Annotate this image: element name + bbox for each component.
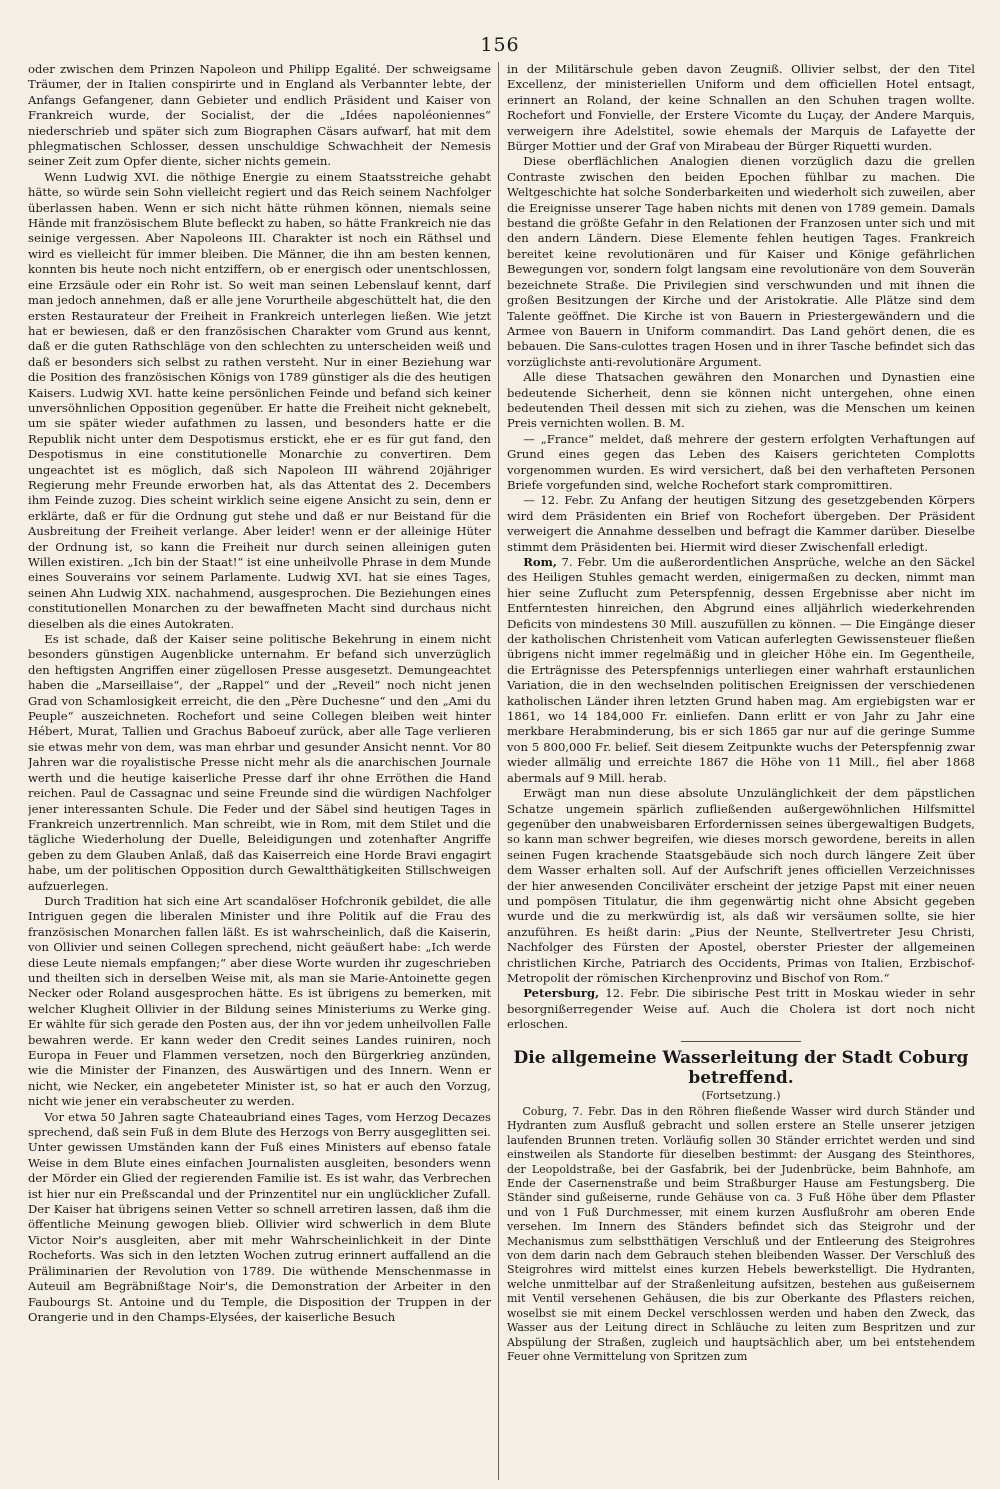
rome-report [507,555,975,786]
petersburg-dateline: Petersburg, [523,986,600,1001]
paragraph: Erwägt man nun diese absolute Unzulänglichkeit der dem päpstlichen Schatze ungemein spärlich zufließenden außergewöhnlichen Hilfsmittel gegenüber den unabweisbaren Erfordernissen seines übergewaltigen Budgets, so kann man schwer begreifen, wie dieses morsch gewordene, bereits in allen seinen Fugen krachende Staatsgebäude sich noch durch längere Zeit über dem Wasser erhalten soll. Auf der Aufschrift jenes officiellen Verzeichnisses der hier anwesenden Conciliväter erscheint der jetzige Papst mit einer neuen und pompösen Titulatur, die ihm gegenwärtig nicht ohne Absicht gegeben wurde und die zu merkwürdig ist, als daß wir versäumen sollte, sie hier anzuführen. Es heißt darin: „Pius der Neunte, Stellvertreter Jesu Christi, Nachfolger des Fürsten der Apostel, oberster Priester der allgemeinen christlichen Kirche, Patriarch des Occidents, Primas von Italien, Erzbischof-Metropolit der römischen Kirchenprovinz und Bischof von Rom.“ [507,786,975,985]
paragraph: Diese oberflächlichen Analogien dienen vorzüglich dazu die grellen Contraste zwischen den beiden Epochen fühlbar zu machen. Die Weltgeschichte hat solche Sonderbarkeiten und wiederholt sich zuweilen, aber die Ereignisse unserer Tage haben nichts mit denen von 1789 gemein. Damals bestand die größte Gefahr in den Relationen der Franzosen unter sich und mit den andern Ländern. Diese Elemente fehlen heutigen Tages. Frankreich bereitet keine revolutionären und für Kaiser und Könige gefährlichen Bewegungen vor, sondern folgt langsam eine revolutionäre von dem Souverän bezeichnete Straße. Die Privilegien sind verschwunden und mit ihnen die großen Besitzungen der Kirche und der Aristokratie. Alle Plätze sind dem Talente geöffnet. Die Kirche ist von Bauern in Priestergewändern und die Armee von Bauern in Uniform commandirt. Das Land gehört denen, die es bebauen. Die Sans-culottes tragen Hosen und in ihrer Tasche befindet sich das vorzüglichste anti-revolutionäre Argument. [507,154,975,369]
column-divider [498,62,499,1480]
paragraph: Es ist schade, daß der Kaiser seine politische Bekehrung in einem nicht besonders günstigen Augenblicke unternahm. Er befand sich unverzüglich den heftigsten Angriffen einer zügellosen Presse ausgesetzt. Demungeachtet haben die „Marseillaise“, der „Rappel“ und der „Reveil“ noch nicht jenen Grad von Schamlosigkeit erreicht, die den „Père Duchesne“ und den „Ami du Peuple“ auszeichneten. Rochefort und seine Collegen bleiben weit hinter Hébert, Murat, Tallien und Grachus Baboeuf zurück, aber alle Tage verlieren sie etwas mehr von dem, was man ehrbar und gesunder Ansicht nennt. Vor 80 Jahren war die royalistische Presse nicht mehr als die anarchischen Journale werth und die heutige kaiserliche Presse darf ihr ohne Erröthen die Hand reichen. Paul de Cassagnac und seine Freunde sind die würdigen Nachfolger jener interessanten Schule. Die Feder und der Säbel sind heutigen Tages in Frankreich unzertrennlich. Man schreibt, wie in Rom, mit dem Stilet und die tägliche Wiederholung der Duelle, Beleidigungen und zotenhafter Angriffe geben zu dem Glauben Anlaß, daß das Kaiserreich eine Horde Bravi engagirt habe, um der politischen Opposition durch Gewaltthätigkeiten Stillschweigen aufzuerlegen. [28,632,491,893]
paragraph: Durch Tradition hat sich eine Art scandalöser Hofchronik gebildet, die alle Intriguen gegen die liberalen Minister und ihre Politik auf die Frau des französischen Monarchen fallen läßt. Es ist wahrscheinlich, daß die Kaiserin, von Ollivier und seinen Collegen sprechend, nicht geäußert habe: „Ich werde diese Leute niemals empfangen;“ aber diese Worte wurden ihr zugeschrieben und theilten sich in derselben Weise mit, als man sie Marie-Antoinette gegen Necker oder Roland ausgesprochen hätte. Es ist übrigens zu bemerken, mit welcher Klugheit Ollivier in der Bildung seines Ministeriums zu Werke ging. Er wählte für sich gerade den Posten aus, der ihn vor jedem unheilvollen Falle bewahren werde. Er kann weder den Credit seines Landes ruiniren, noch Europa in Feuer und Flammen versetzen, noch den Bürgerkrieg anzünden, wie die Minister der Finanzen, des Auswärtigen und des Innern. Wenn er nicht, wie Necker, ein angebeteter Minister ist, so hat er auch den Vorzug, nicht wie jener ein verabscheuter zu werden. [28,893,491,1109]
rome-dateline: Rom, [523,555,557,569]
paragraph: Vor etwa 50 Jahren sagte Chateaubriand eines Tages, vom Herzog Decazes sprechend, daß sein Fuß in dem Blute des Herzogs von Berry ausgeglitten sei. Unter gewissen Umständen kann der Fuß eines Ministers auf ebenso fatale Weise in dem Blute eines einfachen Journalisten ausgleiten, besonders wenn der Mörder ein Glied der regierenden Familie ist. Es ist wahr, das Verbrechen ist hier nur ein Preßscandal und der Prinzentitel nur ein unglücklicher Zufall. Der Kaiser hat übrigens seinen Vetter so schnell arretiren lassen, daß ihm die öffentliche Meinung gewogen blieb. Ollivier wird schwerlich in dem Blute Victor Noir's ausgleiten, aber mit mehr Wahrscheinlichkeit in der Dinte Rocheforts. Was sich in den letzten Wochen zutrug erinnert auffallend an die Präliminarien der Revolution von 1789. Die wüthende Menschenmasse in Auteuil am Begräbnißtage Noir's, die Demonstration der Arbeiter in den Faubourgs St. Antoine und du Temple, die Disposition der Truppen in der Orangerie und in den Champs-Elysées, der kaiserliche Besuch [28,1109,491,1324]
paragraph: in der Militärschule geben davon Zeugniß. Ollivier selbst, der den Titel Excellenz, der ministeriellen Uniform und dem officiellen Hotel entsagt, erinnert an Roland, der keine Schnallen an den Schuhen tragen wollte. Rochefort und Fonvielle, der Erstere Vicomte du Luçay, der Andere Marquis, verweigern ihre Adelstitel, sowie ehemals der Marquis de Lafayette der Bürger Mottier und der Graf von Mirabeau der Bürger Riquetti wurden. [507,62,975,154]
paragraph: — „France“ meldet, daß mehrere der gestern erfolgten Verhaftungen auf Grund eines gegen das Leben des Kaisers gerichteten Complotts vorgenommen wurden. Es wird versichert, daß bei den verhafteten Personen Briefe vorgefunden sind, welche Rochefort stark compromittiren. [507,431,975,492]
rome-text: 7. Febr. Um die außerordentlichen Ansprüche, welche an den Säckel des Heiligen Stuhles gemacht werden, einigermaßen zu decken, nimmt man hier seine Zuflucht zum Peterspfennig, dessen Ergebnisse aber nicht im Entferntesten hinreichen, den Abgrund eines alljährlich wiederkehrenden Deficits von mindestens 30 Mill. auszufüllen zu können. — Die Eingänge dieser der katholischen Christenheit vom Vatican auferlegten Gewissensteuer fließen übrigens nicht immer regelmäßig und in gleicher Höhe ein. Im Gegentheile, die Erträgnisse des Peterspfennigs unterliegen einer wahrhaft erstaunlichen Variation, die in den wechselnden politischen Ereignissen der verschiedenen katholischen Länder ihren letzten Grund haben mag. Am ergiebigsten war er 1861, wo 14 184,000 Fr. einliefen. Dann erlitt er von Jahr zu Jahr eine merkbare Herabminderung, bis er sich 1865 gar nur auf die geringe Summe von 5 800,000 Fr. belief. Seit diesem Zeitpunkte wuchs der Peterspfennig zwar wieder allmälig und erreichte 1867 die Höhe von 11 Mill., fiel aber 1868 abermals auf 9 Mill. herab. [507,555,975,785]
left-column [28,62,491,1482]
article-body: Coburg, 7. Febr. Das in den Röhren fließende Wasser wird durch Ständer und Hydranten zum Ausfluß gebracht und sollen erstere an Stelle unserer jetzigen laufenden Brunnen treten. Vorläufig sollen 30 Ständer errichtet werden und sind einstweilen als Standorte für dieselben bestimmt: der Ausgang des Steinthores, der Leopoldstraße, bei der Gasfabrik, bei der Judenbrücke, beim Bahnhofe, am Ende der Casernenstraße und beim Straßburger Hause am Festungsberg. Die Ständer sind gußeiserne, runde Gehäuse von ca. 3 Fuß Höhe über dem Pflaster und von 1 Fuß Durchmesser, mit einem kurzen Ausflußrohr am oberen Ende versehen. Im Innern des Ständers befindet sich das Steigrohr und der Mechanismus zum selbstthätigen Verschluß und der Entleerung des Steigrohres von dem darin nach dem Gebrauch stehen bleibenden Wasser. Der Verschluß des Steigrohres wird mittelst eines kurzen Hebels bewerkstelligt. Die Hydranten, welche unmittelbar auf der Straßenleitung aufsitzen, bestehen aus gußeisernem mit Ventil versehenen Gehäusen, die bis zur Oberkante des Pflasters reichen, woselbst sie mit einem Deckel verschlossen werden und haben den Zweck, das Wasser aus der Leitung direct in Schläuche zu leiten zum Bespritzen und zur Abspülung der Straßen, zugleich und hauptsächlich aber, um bei entstehendem Feuer ohne Vermittelung von Spritzen zum [507,1105,975,1363]
article-subtitle: (Fortsetzung.) [701,1088,781,1102]
paragraph: Alle diese Thatsachen gewähren den Monarchen und Dynastien eine bedeutende Sicherheit, denn sie können nicht untergehen, ohne einen bedeutenden Theil dessen mit sich zu ziehen, was die Menschen um keinen Preis vernichten wollen. B. M. [507,370,975,431]
paragraph: oder zwischen dem Prinzen Napoleon und Philipp Egalité. Der schweigsame Träumer, der in Italien conspirirte und in England als Verbannter lebte, der Anfangs Gefangener, dann Gebieter und endlich Präsident und Kaiser von Frankreich wurde, der Socialist, der die „Idées napoléoniennes“ niederschrieb und später sich zum Biographen Cäsars aufwarf, hat mit dem phlegmatischen Schlosser, dessen unschuldige Schwachheit der Nemesis seiner Zeit zum Opfer diente, sicher nichts gemein. [28,62,491,169]
page-number: 156 [480,34,520,56]
right-column [507,62,975,1482]
petersburg-text: 12. Febr. Die sibirische Pest tritt in Moskau wieder in sehr besorgnißerregender Weise auf. Auch die Cholera ist dort noch nicht erloschen. [507,986,975,1032]
section-separator [681,1041,801,1042]
article-title: Die allgemeine Wasserleitung der Stadt Coburg betreffend. [513,1047,969,1088]
paragraph: — 12. Febr. Zu Anfang der heutigen Sitzung des gesetzgebenden Körpers wird dem Präsidenten ein Brief von Rochefort übergeben. Der Präsident verweigert die Annahme desselben und befragt die Kammer darüber. Dieselbe stimmt dem Präsidenten bei. Hiermit wird dieser Zwischenfall erledigt. [507,493,975,554]
petersburg-report [507,986,975,1032]
paragraph: Wenn Ludwig XVI. die nöthige Energie zu einem Staatsstreiche gehabt hätte, so würde sein Sohn vielleicht regiert und das Reich seinem Nachfolger überlassen haben. Wenn er sich nicht hätte rühmen können, niemals seine Hände mit französischem Blute befleckt zu haben, so hätte Frankreich nie das seinige vergessen. Aber Napoleons III. Charakter ist noch ein Räthsel und wird es vielleicht für immer bleiben. Die Männer, die ihn am besten kennen, konnten bis heute noch nicht entziffern, ob er energisch oder unentschlossen, eine Erzsäule oder ein Rohr ist. So weit man seinen Lebenslauf kennt, darf man jedoch annehmen, daß er alle jene Vorurtheile abgeschüttelt hat, die den ersten Restaurateur der Freiheit in Frankreich unterlegen ließen. Wie jetzt hat er bewiesen, daß er den französischen Charakter vom Grund aus kennt, daß er die guten Rathschläge von den schlechten zu unterscheiden weiß und daß er besonders sich selbst zu rathen versteht. Nur in einer Beziehung war die Position des französischen Königs von 1789 günstiger als die des heutigen Kaisers. Ludwig XVI. hatte keine persönlichen Feinde und befand sich keiner unversöhnlichen Opposition gegenüber. Er hatte die Freiheit nicht geknebelt, um sie später wieder aufathmen zu lassen, und besonders hatte er die Republik nicht unter dem Despotismus erstickt, ehe er es für gut fand, den Despotismus in eine constitutionelle Monarchie zu convertiren. Dem ungeachtet ist es möglich, daß sich Napoleon III während 20jähriger Regierung mehr Freunde erworben hat, als das Attentat des 2. Decembers ihm Feinde zuzog. Dies scheint wirklich seine eigene Ansicht zu sein, denn er erklärte, daß er für die Ordnung gut stehe und daß er nur Beistand für die Ausbreitung der Freiheit verlange. Aber leider! wenn er der alleinige Hüter der Ordnung ist, so kann die Freiheit nur durch seinen alleinigen guten Willen existiren. „Ich bin der Staat!“ ist eine unheilvolle Phrase in dem Munde eines Souverains vor seinem Parlamente. Ludwig XVI. hat sie eines Tages, seinen Ahn Ludwig XIX. nachahmend, ausgesprochen. Die Beziehungen eines constitutionellen Monarchen zu der bewaffneten Macht sind durchaus nicht dieselben als die eines Autokraten. [28,169,491,631]
